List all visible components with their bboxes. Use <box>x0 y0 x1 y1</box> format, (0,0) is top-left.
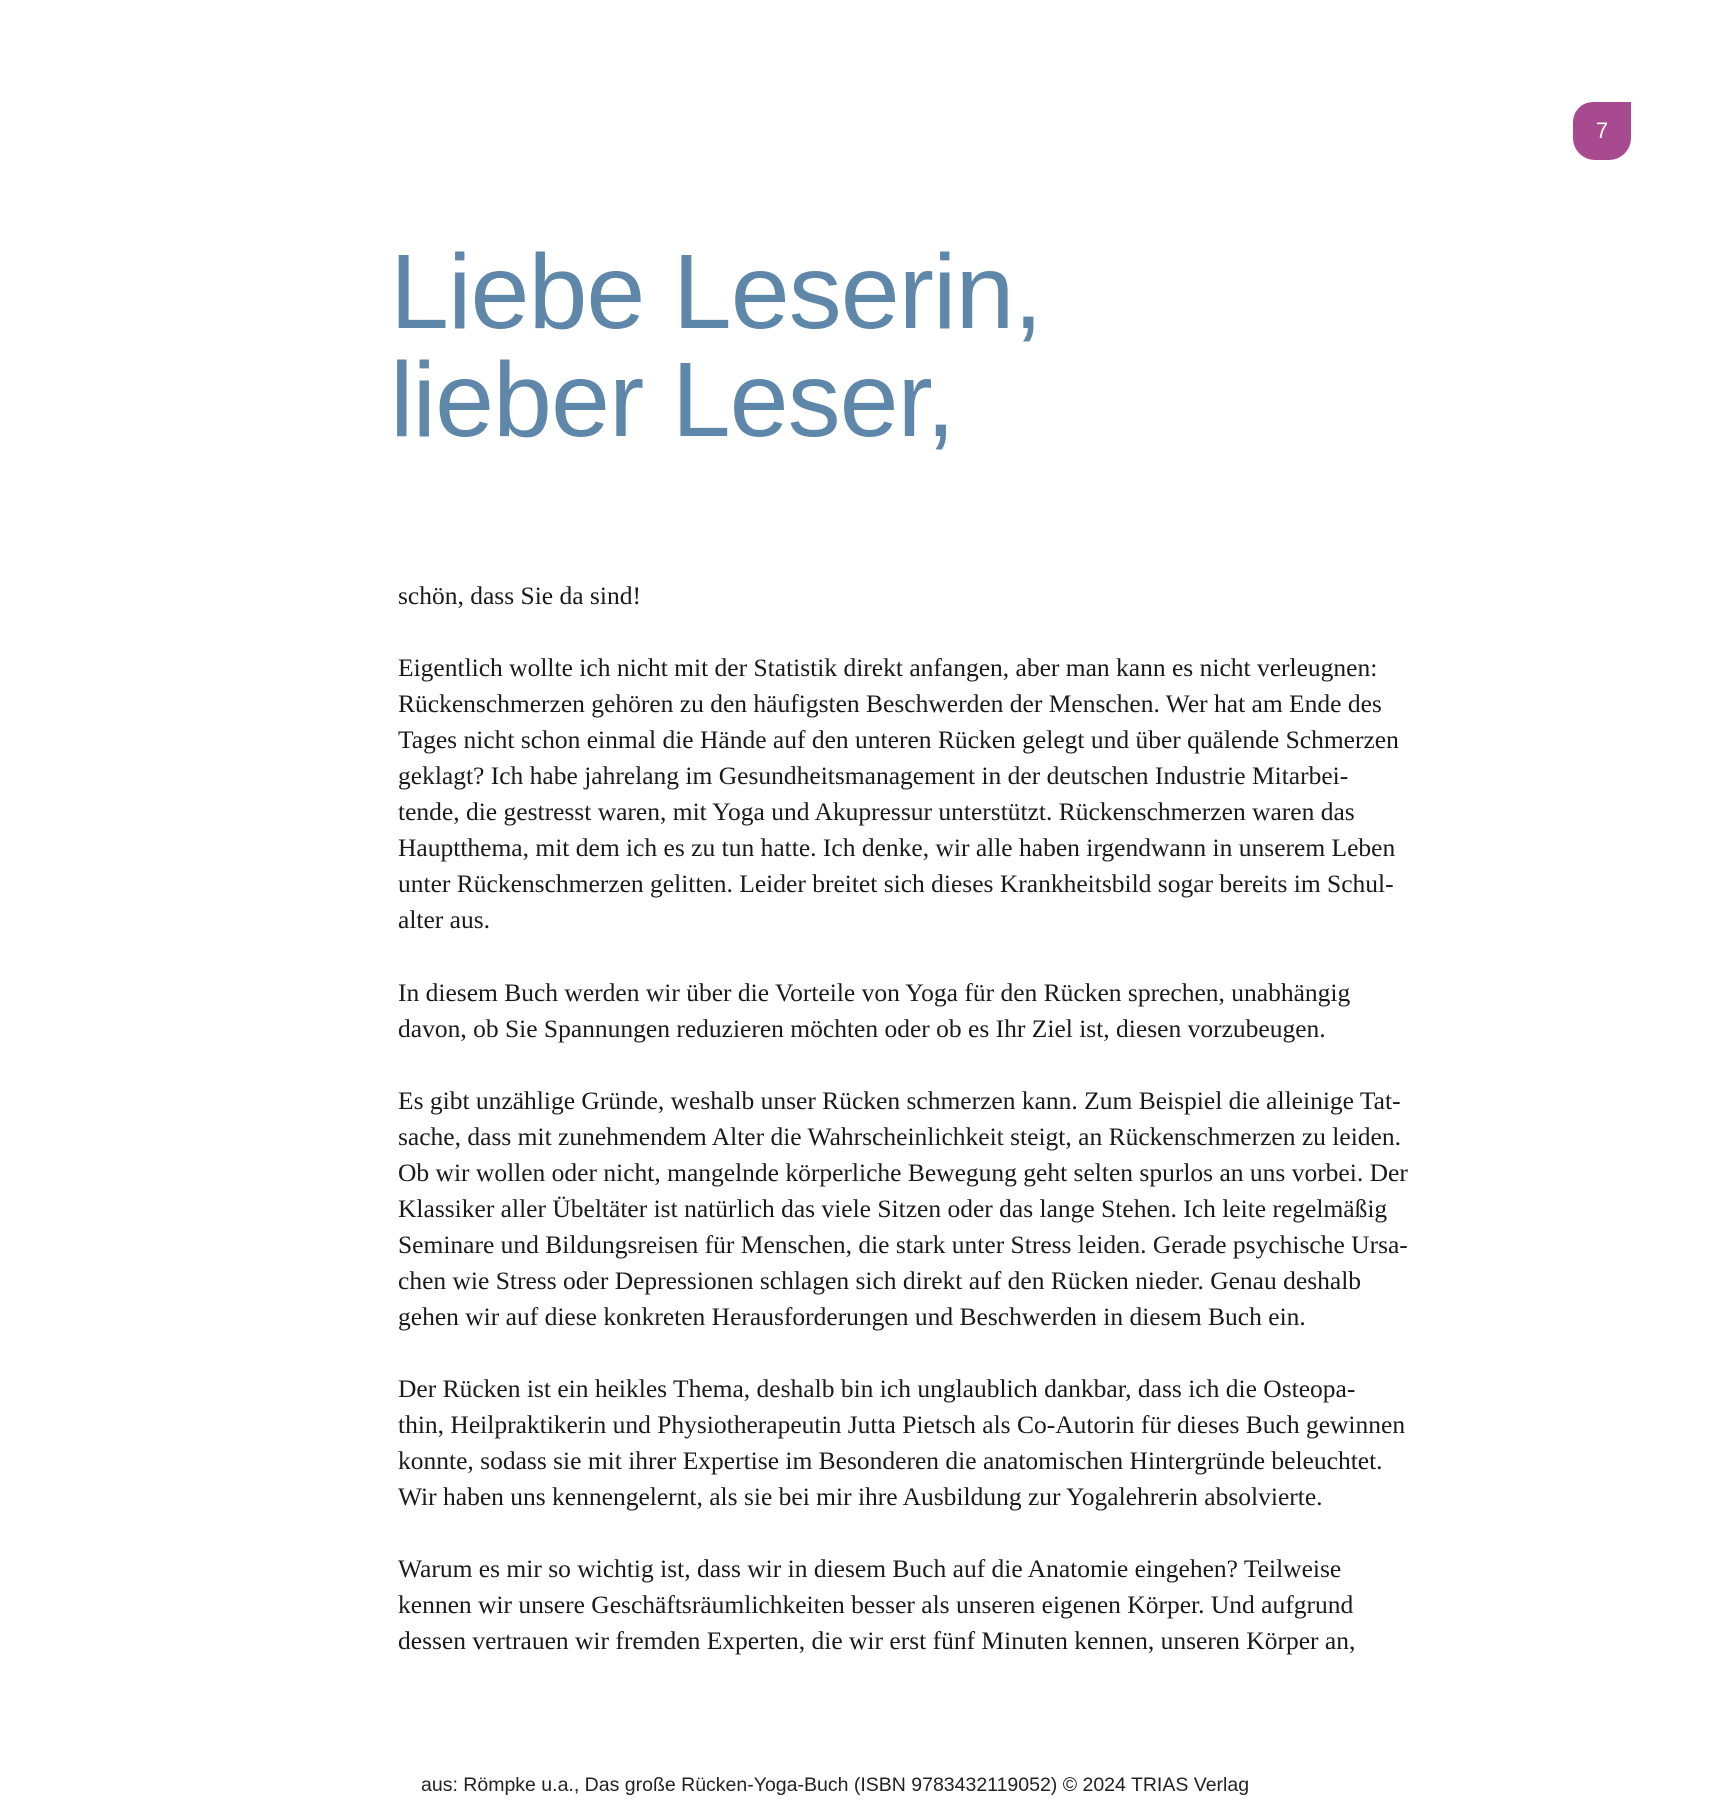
text-line: Wir haben uns kennengelernt, als sie bei mir ihre Ausbildung zur Yogalehrerin absolvierte. <box>398 1482 1323 1512</box>
text-line: alter aus. <box>398 905 491 935</box>
text-line: gehen wir auf diese konkreten Herausforderungen und Beschwerden in diesem Buch ein. <box>398 1301 1306 1331</box>
paragraph <box>398 650 1548 938</box>
text-line: Klassiker aller Übeltäter ist natürlich das viele Sitzen oder das lange Stehen. Ich leite regelmäßig <box>398 1193 1388 1223</box>
paragraph <box>398 578 1548 614</box>
title-line-2: lieber Leser, <box>390 341 955 459</box>
text-line: Warum es mir so wichtig ist, dass wir in diesem Buch auf die Anatomie eingehen? Teilweise <box>398 1554 1342 1584</box>
text-line: In diesem Buch werden wir über die Vorteile von Yoga für den Rücken sprechen, unabhängig <box>398 977 1351 1007</box>
body-text <box>398 578 1548 1695</box>
text-line: dessen vertrauen wir fremden Experten, die wir erst fünf Minuten kennen, unseren Körper an, <box>398 1626 1356 1656</box>
text-line: kennen wir unsere Geschäftsräumlichkeiten besser als unseren eigenen Körper. Und aufgrund <box>398 1590 1354 1620</box>
text-line: thin, Heilpraktikerin und Physiotherapeutin Jutta Pietsch als Co-Autorin für dieses Buch gewinnen <box>398 1410 1406 1440</box>
text-line: unter Rückenschmerzen gelitten. Leider breitet sich dieses Krankheitsbild sogar bereits im Schul- <box>398 869 1394 899</box>
text-line: konnte, sodass sie mit ihrer Expertise im Besonderen die anatomischen Hintergründe beleuchtet. <box>398 1446 1383 1476</box>
paragraph <box>398 1551 1548 1659</box>
text-line: tende, die gestresst waren, mit Yoga und Akupressur unterstützt. Rückenschmerzen waren das <box>398 797 1355 827</box>
text-line: schön, dass Sie da sind! <box>398 581 641 610</box>
paragraph <box>398 1371 1548 1515</box>
page-title <box>390 233 1042 459</box>
text-line: Rückenschmerzen gehören zu den häufigsten Beschwerden der Menschen. Wer hat am Ende des <box>398 689 1382 719</box>
text-line: chen wie Stress oder Depressionen schlagen sich direkt auf den Rücken nieder. Genau deshalb <box>398 1265 1362 1295</box>
text-line: Ob wir wollen oder nicht, mangelnde körperliche Bewegung geht selten spurlos an uns vorbei. Der <box>398 1157 1408 1187</box>
text-line: Tages nicht schon einmal die Hände auf den unteren Rücken gelegt und über quälende Schmerzen <box>398 725 1399 755</box>
page-number-badge: 7 <box>1573 102 1631 160</box>
paragraph <box>398 1083 1548 1335</box>
text-line: Es gibt unzählige Gründe, weshalb unser Rücken schmerzen kann. Zum Beispiel die alleinige Tat- <box>398 1085 1401 1115</box>
text-line: Hauptthema, mit dem ich es zu tun hatte. Ich denke, wir alle haben irgendwann in unserem Leben <box>398 833 1396 863</box>
text-line: Der Rücken ist ein heikles Thema, deshalb bin ich unglaublich dankbar, dass ich die Osteopa- <box>398 1374 1356 1404</box>
paragraph <box>398 975 1548 1047</box>
text-line: Eigentlich wollte ich nicht mit der Statistik direkt anfangen, aber man kann es nicht verleugnen: <box>398 653 1378 683</box>
footer-citation: aus: Römpke u.a., Das große Rücken-Yoga-Buch (ISBN 9783432119052) © 2024 TRIAS Verlag <box>421 1774 1250 1796</box>
text-line: davon, ob Sie Spannungen reduzieren möchten oder ob es Ihr Ziel ist, diesen vorzubeugen. <box>398 1013 1326 1043</box>
text-line: geklagt? Ich habe jahrelang im Gesundheitsmanagement in der deutschen Industrie Mitarbei- <box>398 761 1349 791</box>
title-line-1: Liebe Leserin, <box>390 233 1042 351</box>
text-line: Seminare und Bildungsreisen für Menschen, die stark unter Stress leiden. Gerade psychische Ursa- <box>398 1229 1408 1259</box>
text-line: sache, dass mit zunehmendem Alter die Wahrscheinlichkeit steigt, an Rückenschmerzen zu leiden. <box>398 1121 1401 1151</box>
